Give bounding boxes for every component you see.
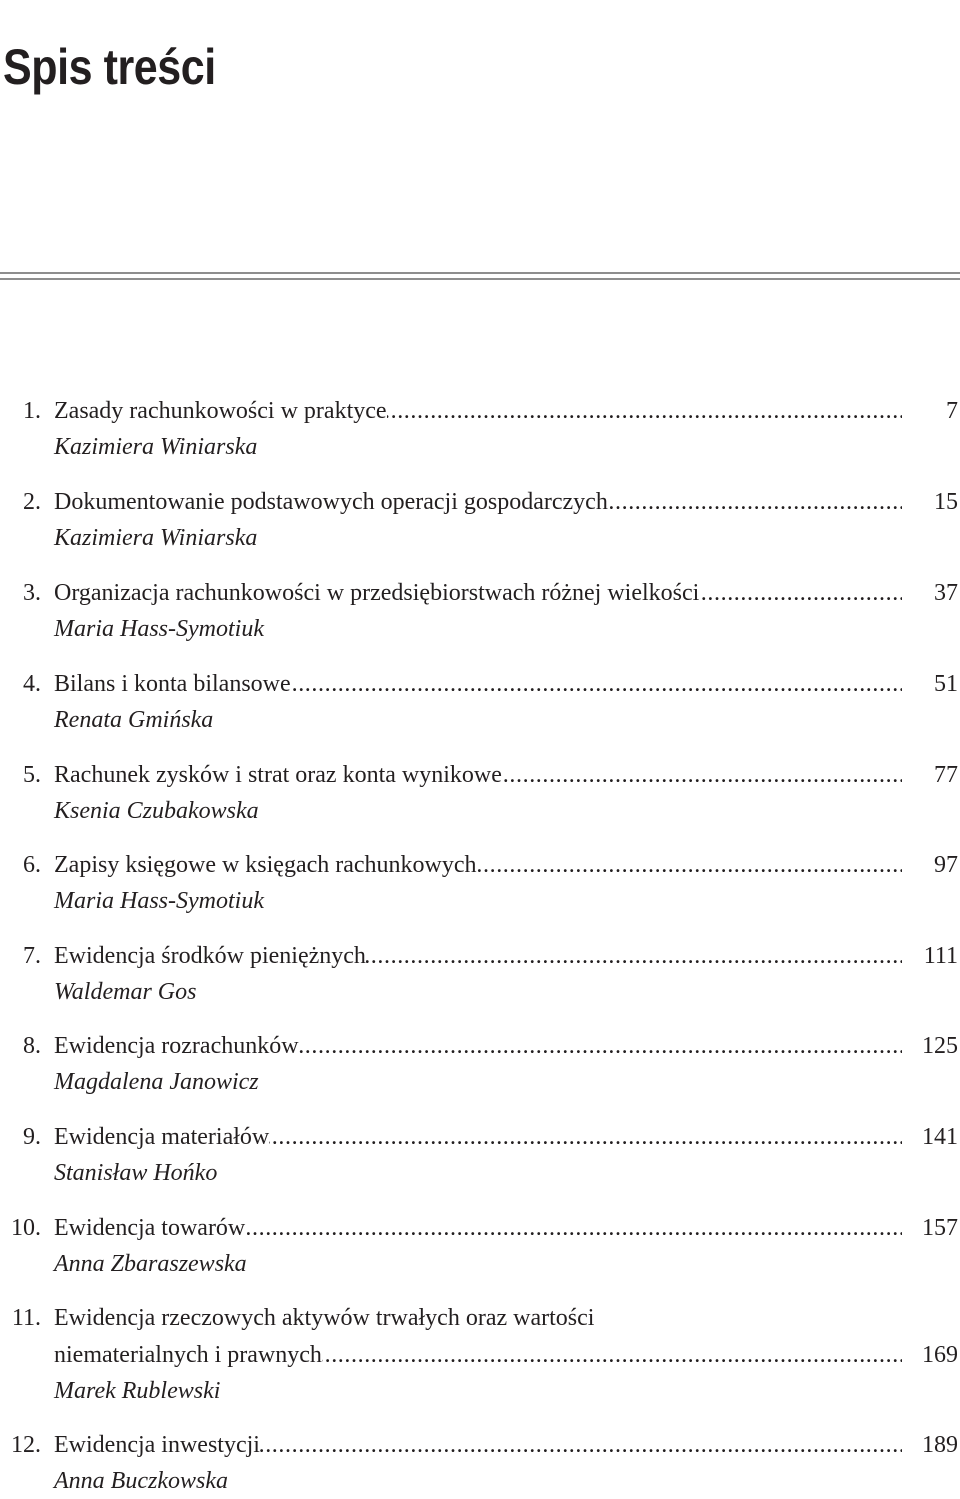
entry-title: Ewidencja materiałów <box>54 1124 270 1150</box>
entry-title-line-1: Ewidencja rzeczowych aktywów trwałych oraz wartości <box>54 1305 595 1331</box>
entry-author: Maria Hass-Symotiuk <box>54 888 264 914</box>
entry-title: Zasady rachunkowości w praktyce <box>54 398 387 424</box>
entry-number: 4. <box>23 671 41 697</box>
entry-title-line-2: niematerialnych i prawnych <box>54 1342 322 1368</box>
entry-page-number: 15 <box>934 489 958 515</box>
toc-entry-8[interactable] <box>0 1028 960 1064</box>
entry-title: Ewidencja towarów <box>54 1215 246 1241</box>
entry-title: Zapisy księgowe w księgach rachunkowych <box>54 852 477 878</box>
entry-page-number: 125 <box>922 1033 958 1059</box>
toc-entry-6[interactable] <box>0 847 960 883</box>
entry-number: 2. <box>23 489 41 515</box>
entry-title: Rachunek zysków i strat oraz konta wynikowe <box>54 762 502 788</box>
entry-number: 3. <box>23 580 41 606</box>
entry-number: 5. <box>23 762 41 788</box>
toc-entry-11-continued[interactable] <box>0 1337 960 1373</box>
entry-page-number: 51 <box>934 671 958 697</box>
entry-author: Magdalena Janowicz <box>54 1069 259 1095</box>
entry-number: 12. <box>11 1432 41 1458</box>
entry-author: Ksenia Czubakowska <box>54 798 259 824</box>
toc-entry-5[interactable] <box>0 757 960 793</box>
entry-page-number: 37 <box>934 580 958 606</box>
entry-author: Kazimiera Winiarska <box>54 525 258 551</box>
entry-author: Stanisław Hońko <box>54 1160 218 1186</box>
entry-number: 11. <box>11 1305 41 1331</box>
toc-entry-3[interactable] <box>0 575 960 611</box>
entry-author: Maria Hass-Symotiuk <box>54 616 264 642</box>
toc-entry-9[interactable] <box>0 1119 960 1155</box>
toc-entry-4[interactable] <box>0 666 960 702</box>
toc-entry-10[interactable] <box>0 1210 960 1246</box>
toc-entry-7[interactable] <box>0 938 960 974</box>
entry-page-number: 141 <box>922 1124 958 1150</box>
entry-title: Ewidencja środków pieniężnych <box>54 943 366 969</box>
entry-page-number: 157 <box>922 1215 958 1241</box>
entry-title: Organizacja rachunkowości w przedsiębiorstwach różnej wielkości <box>54 580 700 606</box>
entry-number: 9. <box>23 1124 41 1150</box>
entry-page-number: 169 <box>922 1342 958 1368</box>
entry-title: Ewidencja inwestycji <box>54 1432 260 1458</box>
page-title: Spis treści <box>3 39 216 95</box>
entry-title: Bilans i konta bilansowe <box>54 671 291 697</box>
entry-author: Waldemar Gos <box>54 979 197 1005</box>
entry-number: 6. <box>23 852 41 878</box>
entry-number: 1. <box>23 398 41 424</box>
entry-author: Kazimiera Winiarska <box>54 434 258 460</box>
entry-page-number: 7 <box>946 398 958 424</box>
entry-page-number: 189 <box>922 1432 958 1458</box>
toc-entry-1[interactable] <box>0 393 960 429</box>
entry-page-number: 97 <box>934 852 958 878</box>
entry-author: Anna Buczkowska <box>54 1468 228 1494</box>
entry-number: 8. <box>23 1033 41 1059</box>
toc-entry-11[interactable] <box>0 1300 960 1336</box>
entry-title: Dokumentowanie podstawowych operacji gospodarczych <box>54 489 608 515</box>
toc-entry-2[interactable] <box>0 484 960 520</box>
entry-number: 10. <box>11 1215 41 1241</box>
entry-author: Marek Rublewski <box>54 1378 221 1404</box>
entry-page-number: 111 <box>923 943 958 969</box>
entry-page-number: 77 <box>934 762 958 788</box>
entry-author: Renata Gmińska <box>54 707 214 733</box>
toc-entry-12[interactable] <box>0 1427 960 1463</box>
entry-author: Anna Zbaraszewska <box>54 1251 247 1277</box>
entry-number: 7. <box>23 943 41 969</box>
entry-title: Ewidencja rozrachunków <box>54 1033 299 1059</box>
